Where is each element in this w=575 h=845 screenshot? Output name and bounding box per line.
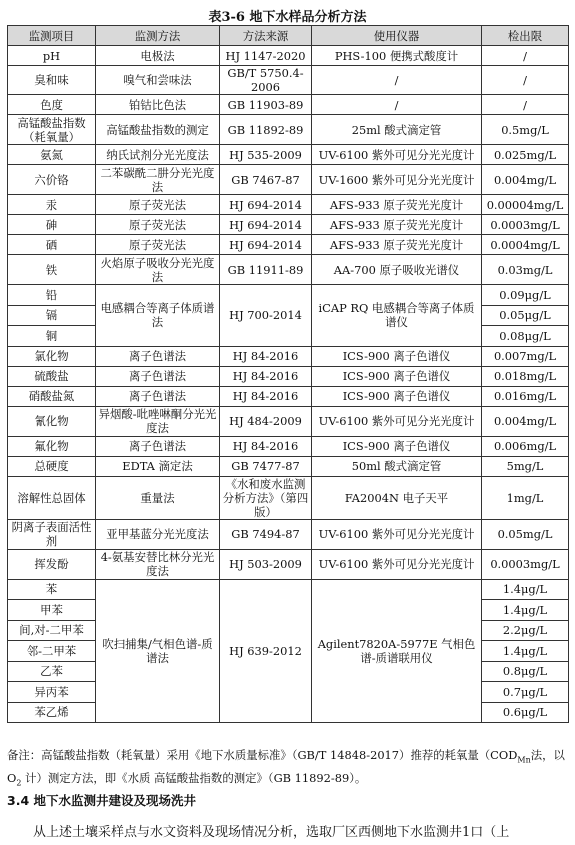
limit-cell: 0.018mg/L xyxy=(482,366,569,386)
limit-cell: 2.2μg/L xyxy=(482,620,569,641)
note-subscript-mn: Mn xyxy=(517,755,531,765)
method-cell: 铂钴比色法 xyxy=(96,95,220,115)
item-cell: 硫酸盐 xyxy=(8,366,96,386)
instrument-cell: UV-6100 紫外可见分光光度计 xyxy=(312,406,482,436)
item-cell: 硝酸盐氮 xyxy=(8,386,96,406)
limit-cell: 0.004mg/L xyxy=(482,165,569,195)
limit-cell: 1.4μg/L xyxy=(482,641,569,662)
item-cell: 铁 xyxy=(8,255,96,285)
table-row xyxy=(8,66,569,95)
instrument-cell: AFS-933 原子荧光光度计 xyxy=(312,215,482,235)
instrument-cell: / xyxy=(312,66,482,95)
item-cell: 氨氮 xyxy=(8,145,96,165)
source-cell: HJ 1147-2020 xyxy=(220,46,312,66)
item-cell: 铜 xyxy=(8,326,96,347)
limit-cell: 0.7μg/L xyxy=(482,682,569,703)
table-row xyxy=(8,579,569,600)
source-cell: GB 7467-87 xyxy=(220,165,312,195)
source-cell: HJ 700-2014 xyxy=(220,285,312,347)
section-heading: 3.4 地下水监测井建设及现场洗井 xyxy=(7,793,196,808)
source-cell: HJ 484-2009 xyxy=(220,406,312,436)
item-cell: 砷 xyxy=(8,215,96,235)
method-cell: 离子色谱法 xyxy=(96,366,220,386)
limit-cell: / xyxy=(482,66,569,95)
item-cell: 溶解性总固体 xyxy=(8,476,96,519)
table-row xyxy=(8,255,569,285)
table-header-row xyxy=(8,26,569,46)
header-limit: 检出限 xyxy=(482,26,569,46)
limit-cell: 0.05μg/L xyxy=(482,305,569,326)
limit-cell: 1.4μg/L xyxy=(482,579,569,600)
item-cell: 苯乙烯 xyxy=(8,702,96,723)
method-cell: 电极法 xyxy=(96,46,220,66)
table-note xyxy=(7,746,568,793)
item-cell: 铅 xyxy=(8,285,96,306)
item-cell: 苯 xyxy=(8,579,96,600)
method-cell: 电感耦合等离子体质谱法 xyxy=(96,285,220,347)
limit-cell: 0.6μg/L xyxy=(482,702,569,723)
limit-cell: 0.5mg/L xyxy=(482,115,569,145)
instrument-cell: 25ml 酸式滴定管 xyxy=(312,115,482,145)
table-row xyxy=(8,145,569,165)
limit-cell: 0.0003mg/L xyxy=(482,549,569,579)
item-cell: 氯化物 xyxy=(8,346,96,366)
source-cell: HJ 84-2016 xyxy=(220,366,312,386)
method-cell: EDTA 滴定法 xyxy=(96,456,220,476)
method-cell: 离子色谱法 xyxy=(96,436,220,456)
instrument-cell: ICS-900 离子色谱仪 xyxy=(312,386,482,406)
header-method: 监测方法 xyxy=(96,26,220,46)
method-cell: 4-氨基安替比林分光光度法 xyxy=(96,549,220,579)
source-cell: GB 11892-89 xyxy=(220,115,312,145)
item-cell: 镉 xyxy=(8,305,96,326)
instrument-cell: FA2004N 电子天平 xyxy=(312,476,482,519)
source-cell: HJ 84-2016 xyxy=(220,386,312,406)
table-row xyxy=(8,386,569,406)
instrument-cell: UV-6100 紫外可见分光光度计 xyxy=(312,145,482,165)
item-cell: 六价铬 xyxy=(8,165,96,195)
note-text-3: 计）测定方法，即《水质 高锰酸盐指数的测定》（GB 11892-89）。 xyxy=(21,771,367,786)
instrument-cell: UV-6100 紫外可见分光光度计 xyxy=(312,519,482,549)
table-row xyxy=(8,456,569,476)
instrument-cell: ICS-900 离子色谱仪 xyxy=(312,366,482,386)
limit-cell: 0.09μg/L xyxy=(482,285,569,306)
method-cell: 嗅气和尝味法 xyxy=(96,66,220,95)
limit-cell: 1mg/L xyxy=(482,476,569,519)
method-cell: 离子色谱法 xyxy=(96,346,220,366)
table-row xyxy=(8,235,569,255)
method-cell: 异烟酸-吡唑啉酮分光光度法 xyxy=(96,406,220,436)
instrument-cell: 50ml 酸式滴定管 xyxy=(312,456,482,476)
item-cell: 挥发酚 xyxy=(8,549,96,579)
item-cell: 高锰酸盐指数（耗氧量） xyxy=(8,115,96,145)
instrument-cell: Agilent7820A-5977E 气相色谱-质谱联用仪 xyxy=(312,579,482,723)
instrument-cell: UV-6100 紫外可见分光光度计 xyxy=(312,549,482,579)
item-cell: 异丙苯 xyxy=(8,682,96,703)
header-item: 监测项目 xyxy=(8,26,96,46)
header-source: 方法来源 xyxy=(220,26,312,46)
limit-cell: 0.00004mg/L xyxy=(482,195,569,215)
method-cell: 离子色谱法 xyxy=(96,386,220,406)
limit-cell: 0.0003mg/L xyxy=(482,215,569,235)
method-cell: 高锰酸盐指数的测定 xyxy=(96,115,220,145)
source-cell: HJ 694-2014 xyxy=(220,195,312,215)
method-cell: 重量法 xyxy=(96,476,220,519)
table-row xyxy=(8,165,569,195)
source-cell: HJ 503-2009 xyxy=(220,549,312,579)
instrument-cell: ICS-900 离子色谱仪 xyxy=(312,346,482,366)
method-cell: 原子荧光法 xyxy=(96,215,220,235)
table-caption: 表3-6 地下水样品分析方法 xyxy=(208,10,367,25)
source-cell: HJ 639-2012 xyxy=(220,579,312,723)
source-cell: GB/T 5750.4-2006 xyxy=(220,66,312,95)
limit-cell: 0.05mg/L xyxy=(482,519,569,549)
item-cell: 乙苯 xyxy=(8,661,96,682)
source-cell: HJ 535-2009 xyxy=(220,145,312,165)
item-cell: 色度 xyxy=(8,95,96,115)
limit-cell: 1.4μg/L xyxy=(482,600,569,621)
source-cell: HJ 694-2014 xyxy=(220,215,312,235)
note-subscript-2: 2 xyxy=(16,778,22,788)
item-cell: 间,对-二甲苯 xyxy=(8,620,96,641)
method-cell: 原子荧光法 xyxy=(96,195,220,215)
item-cell: 汞 xyxy=(8,195,96,215)
limit-cell: 0.007mg/L xyxy=(482,346,569,366)
table-row xyxy=(8,215,569,235)
limit-cell: 0.08μg/L xyxy=(482,326,569,347)
table-row xyxy=(8,519,569,549)
table-row xyxy=(8,195,569,215)
limit-cell: 0.016mg/L xyxy=(482,386,569,406)
instrument-cell: AFS-933 原子荧光光度计 xyxy=(312,235,482,255)
source-cell: HJ 84-2016 xyxy=(220,436,312,456)
limit-cell: 5mg/L xyxy=(482,456,569,476)
table-row xyxy=(8,436,569,456)
note-text-2: 法，以 O xyxy=(7,748,565,786)
analysis-methods-table xyxy=(7,25,569,723)
method-cell: 火焰原子吸收分光光度法 xyxy=(96,255,220,285)
table-row xyxy=(8,366,569,386)
table-row xyxy=(8,95,569,115)
limit-cell: 0.025mg/L xyxy=(482,145,569,165)
instrument-cell: PHS-100 便携式酸度计 xyxy=(312,46,482,66)
header-instrument: 使用仪器 xyxy=(312,26,482,46)
item-cell: 阴离子表面活性剂 xyxy=(8,519,96,549)
table-row xyxy=(8,476,569,519)
source-cell: GB 11903-89 xyxy=(220,95,312,115)
item-cell: 硒 xyxy=(8,235,96,255)
note-text-1: 备注：高锰酸盐指数（耗氧量）采用《地下水质量标准》（GB/T 14848-2017）推荐的耗氧量（COD xyxy=(7,748,518,762)
item-cell: 邻-二甲苯 xyxy=(8,641,96,662)
instrument-cell: AA-700 原子吸收光谱仪 xyxy=(312,255,482,285)
table-row xyxy=(8,406,569,436)
source-cell: HJ 694-2014 xyxy=(220,235,312,255)
instrument-cell: ICS-900 离子色谱仪 xyxy=(312,436,482,456)
method-cell: 二苯碳酰二肼分光光度法 xyxy=(96,165,220,195)
instrument-cell: / xyxy=(312,95,482,115)
table-row xyxy=(8,115,569,145)
item-cell: 甲苯 xyxy=(8,600,96,621)
method-cell: 亚甲基蓝分光光度法 xyxy=(96,519,220,549)
limit-cell: / xyxy=(482,46,569,66)
table-row xyxy=(8,346,569,366)
method-cell: 吹扫捕集/气相色谱-质谱法 xyxy=(96,579,220,723)
table-row xyxy=(8,549,569,579)
source-cell: GB 7494-87 xyxy=(220,519,312,549)
limit-cell: 0.0004mg/L xyxy=(482,235,569,255)
limit-cell: / xyxy=(482,95,569,115)
limit-cell: 0.004mg/L xyxy=(482,406,569,436)
limit-cell: 0.8μg/L xyxy=(482,661,569,682)
limit-cell: 0.03mg/L xyxy=(482,255,569,285)
table-row xyxy=(8,46,569,66)
item-cell: 总硬度 xyxy=(8,456,96,476)
table-row xyxy=(8,285,569,306)
source-cell: 《水和废水监测分析方法》（第四版） xyxy=(220,476,312,519)
limit-cell: 0.006mg/L xyxy=(482,436,569,456)
instrument-cell: UV-1600 紫外可见分光光度计 xyxy=(312,165,482,195)
source-cell: HJ 84-2016 xyxy=(220,346,312,366)
method-cell: 原子荧光法 xyxy=(96,235,220,255)
item-cell: pH xyxy=(8,46,96,66)
instrument-cell: iCAP RQ 电感耦合等离子体质谱仪 xyxy=(312,285,482,347)
instrument-cell: AFS-933 原子荧光光度计 xyxy=(312,195,482,215)
item-cell: 氰化物 xyxy=(8,406,96,436)
item-cell: 臭和味 xyxy=(8,66,96,95)
source-cell: GB 7477-87 xyxy=(220,456,312,476)
method-cell: 纳氏试剂分光光度法 xyxy=(96,145,220,165)
item-cell: 氟化物 xyxy=(8,436,96,456)
body-paragraph: 从上述土壤采样点与水文资料及现场情况分析，选取厂区西侧地下水监测井1口（上 xyxy=(33,825,510,840)
source-cell: GB 11911-89 xyxy=(220,255,312,285)
